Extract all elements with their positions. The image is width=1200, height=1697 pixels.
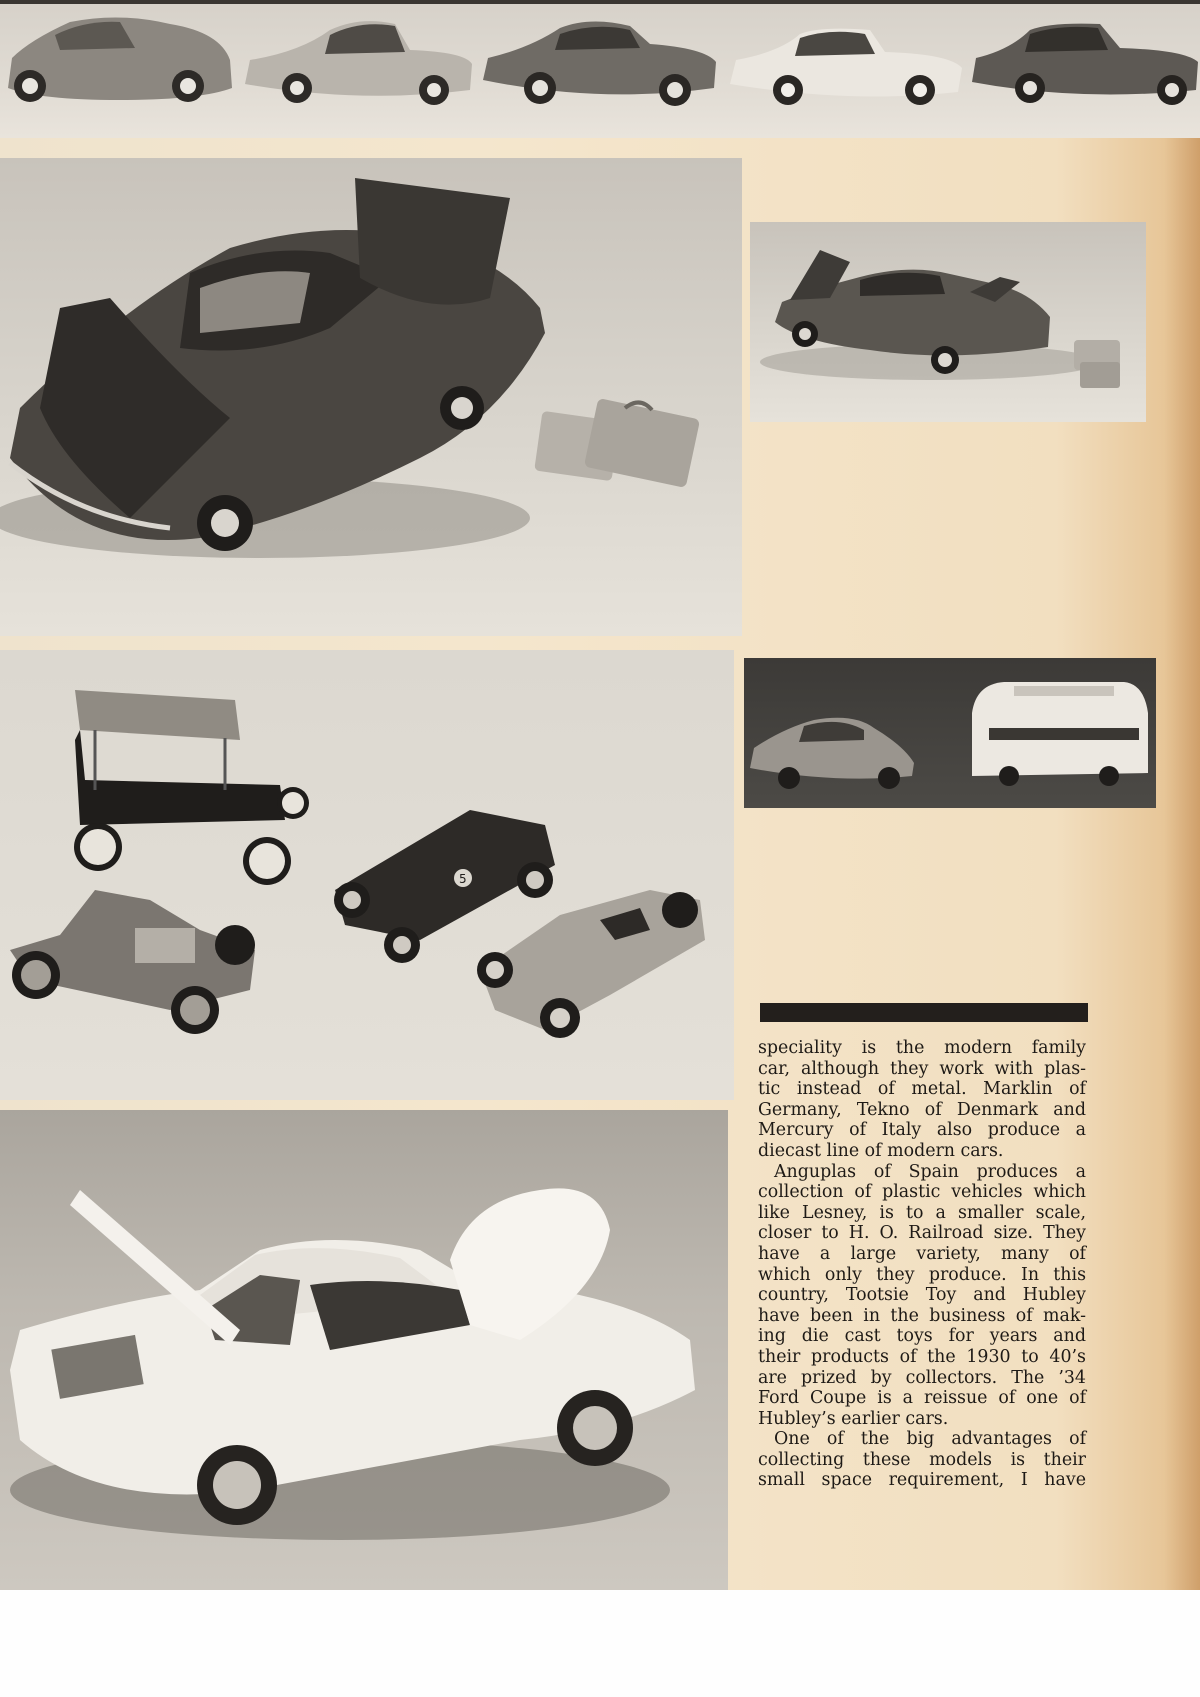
text-line: Ford Coupe is a reissue of one of	[758, 1388, 1086, 1409]
vintage-racer-number-5	[334, 810, 555, 963]
text-line: speciality is the modern family	[758, 1038, 1086, 1058]
car-model-5	[972, 24, 1198, 105]
text-line: car, although they work with plas-	[758, 1058, 1086, 1079]
text-line: small space requirement, I have	[758, 1470, 1086, 1491]
luggage-set	[534, 398, 700, 488]
text-line: collection of plastic vehicles which	[758, 1182, 1086, 1203]
photo-beetle-microbus	[744, 658, 1156, 808]
paragraph-3	[758, 1429, 1086, 1491]
photo-sedan-open-hood	[0, 158, 742, 636]
text-line: tic instead of metal. Marklin of	[758, 1079, 1086, 1100]
text-line: are prized by collectors. The ’34	[758, 1367, 1086, 1388]
paragraph-2	[758, 1162, 1086, 1430]
text-line: One of the big advantages of	[774, 1429, 1086, 1450]
antique-touring-car	[74, 690, 309, 885]
section-rule	[760, 1003, 1088, 1022]
text-line: their products of the 1930 to 40’s	[758, 1346, 1086, 1367]
photo-top-car-row	[0, 0, 1200, 138]
text-line: Germany, Tekno of Denmark and	[758, 1099, 1086, 1120]
text-line: have a large variety, many of	[758, 1243, 1086, 1264]
early-open-racer	[10, 890, 255, 1034]
car-model-3	[483, 21, 716, 106]
text-line: Hubley’s earlier cars.	[758, 1408, 949, 1429]
text-line: like Lesney, is to a smaller scale,	[758, 1202, 1086, 1223]
text-line: which only they produce. In this	[758, 1264, 1086, 1285]
article-body	[758, 1038, 1086, 1491]
luggage-small	[1074, 340, 1120, 388]
text-line: country, Tootsie Toy and Hubley	[758, 1285, 1086, 1306]
car-model-2	[245, 21, 472, 105]
car-model-4	[730, 29, 962, 105]
text-line: closer to H. O. Railroad size. They	[758, 1223, 1086, 1244]
microbus-model	[972, 682, 1148, 786]
photo-antique-cars	[0, 650, 734, 1100]
text-line: collecting these models is their	[758, 1449, 1086, 1470]
car-model-1	[8, 17, 232, 102]
text-line: ing die cast toys for years and	[758, 1326, 1086, 1347]
text-line: Anguplas of Spain produces a	[774, 1161, 1086, 1182]
photo-sedan-small	[750, 222, 1146, 422]
text-line: Mercury of Italy also produce a	[758, 1120, 1086, 1141]
beetle-model	[750, 718, 914, 789]
text-line: diecast line of modern cars.	[758, 1140, 1004, 1161]
photo-white-coupe	[0, 1110, 728, 1590]
svg-text:5: 5	[459, 872, 467, 886]
text-line: have been in the business of mak-	[758, 1305, 1086, 1326]
scan-margin	[0, 1590, 1200, 1697]
roadster-model	[477, 890, 705, 1038]
paragraph-1	[758, 1038, 1086, 1162]
